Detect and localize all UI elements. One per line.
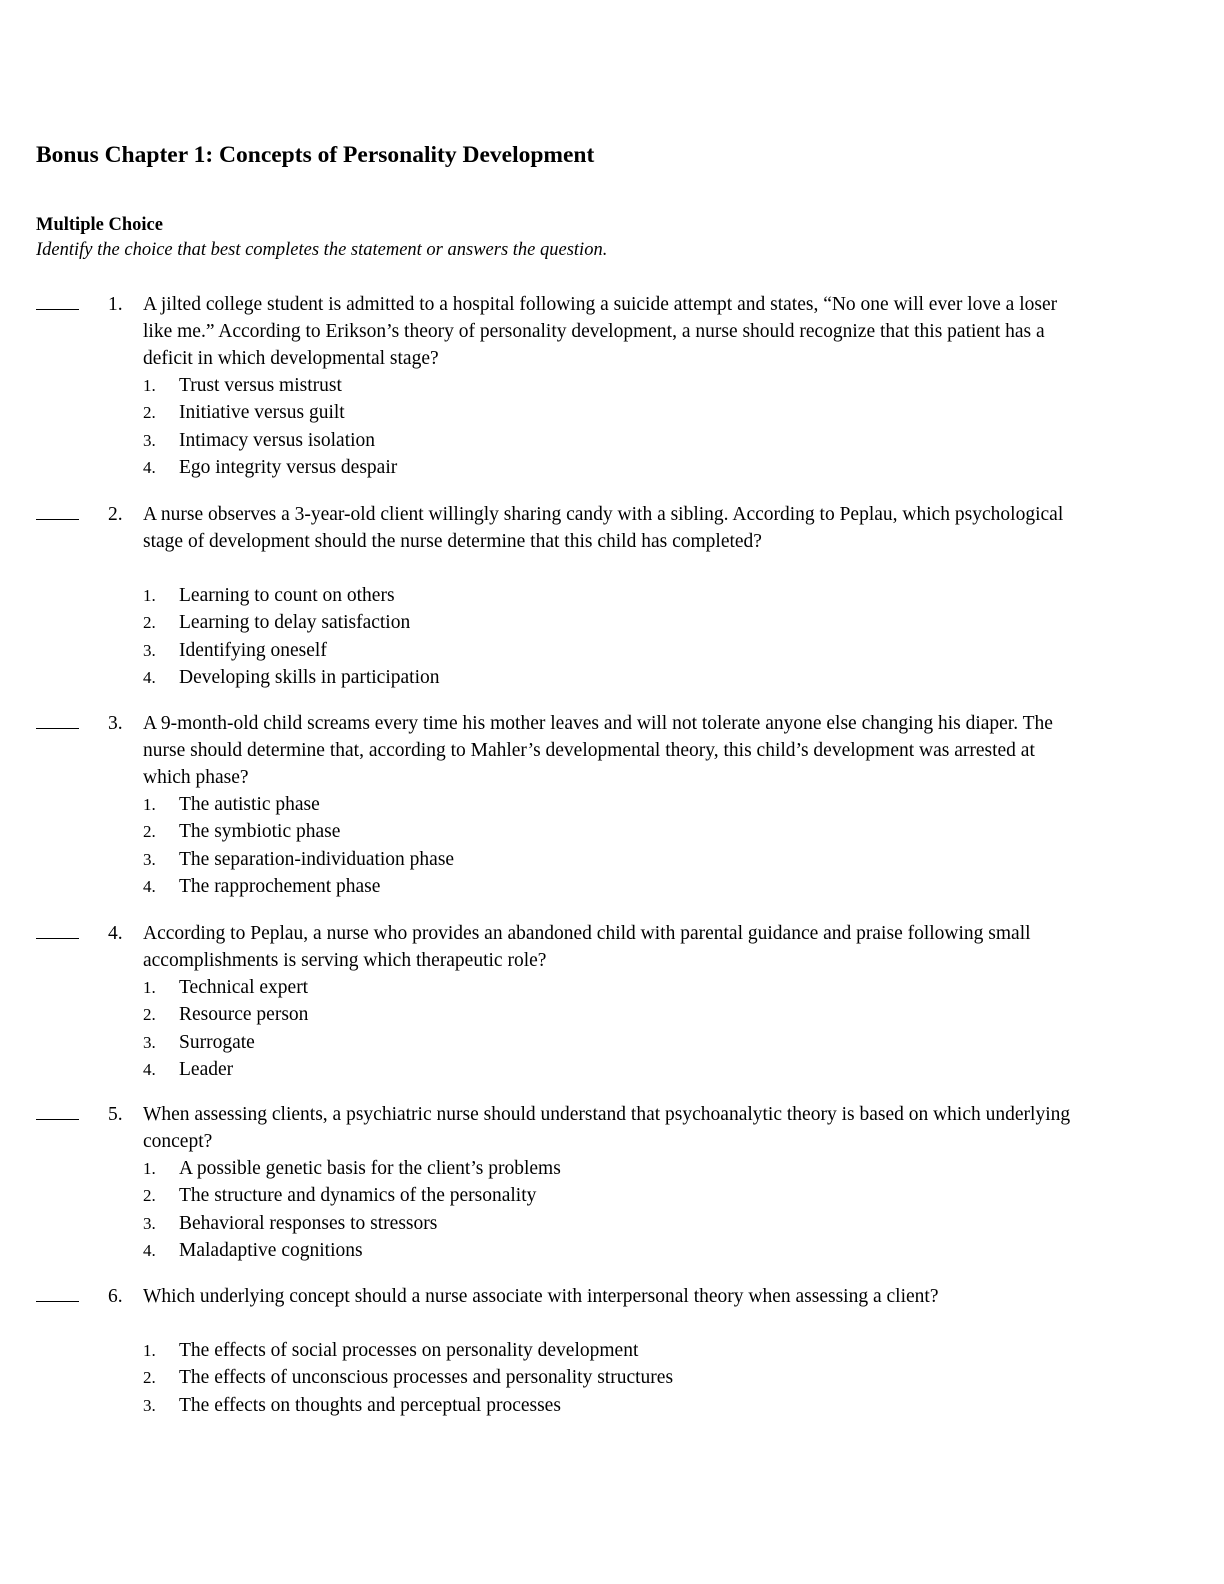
- answer-choice: [143, 1056, 1078, 1083]
- answer-choice: [143, 609, 1078, 636]
- question-stem: A 9-month-old child screams every time his mother leaves and will not tolerate anyone else changing his diaper. The nurse should determine that, according to Mahler’s developmental theory, this child’s development was arrested at which phase?: [143, 713, 1053, 788]
- answer-choice: [143, 974, 1078, 1001]
- answer-choice: [143, 454, 1078, 481]
- answer-blank: [36, 922, 79, 939]
- answer-blank: [36, 1285, 79, 1302]
- choice-text: Intimacy versus isolation: [179, 429, 376, 451]
- answer-choice: [143, 1364, 1078, 1391]
- choice-number: 2.: [143, 1005, 156, 1025]
- choice-number: 4.: [143, 667, 156, 687]
- choice-number: 1.: [143, 795, 156, 814]
- question-stem: A nurse observes a 3-year-old client willingly sharing candy with a sibling. According to Peplau, which psychological stage of development should the nurse determine that this child has completed?: [143, 504, 1064, 552]
- question-number: 6.: [108, 1286, 123, 1307]
- answer-choice: [143, 1210, 1078, 1237]
- choice-number: 3.: [143, 1032, 156, 1052]
- choice-text: Learning to delay satisfaction: [179, 612, 411, 634]
- choice-text: Developing skills in participation: [179, 666, 440, 688]
- choice-number: 2.: [143, 1186, 156, 1206]
- choice-text: Ego integrity versus despair: [179, 456, 398, 478]
- choice-list: [143, 372, 1078, 481]
- choice-list: [143, 1155, 1078, 1264]
- choice-number: 1.: [143, 586, 156, 605]
- question-number: 3.: [108, 713, 123, 734]
- choice-text: Maladaptive cognitions: [179, 1239, 363, 1261]
- choice-text: The structure and dynamics of the personality: [179, 1185, 537, 1207]
- choice-text: A possible genetic basis for the client’s problems: [179, 1158, 561, 1179]
- page-title: Bonus Chapter 1: Concepts of Personality Development: [36, 142, 595, 168]
- answer-choice: [143, 1182, 1078, 1209]
- choice-text: The autistic phase: [179, 794, 320, 815]
- choice-text: The symbiotic phase: [179, 821, 341, 843]
- section-instructions: Identify the choice that best completes the statement or answers the question.: [36, 240, 608, 260]
- choice-number: 3.: [143, 640, 156, 660]
- choice-number: 4.: [143, 457, 156, 477]
- choice-text: Initiative versus guilt: [179, 402, 345, 424]
- answer-choice: [143, 664, 1078, 691]
- answer-blank: [36, 503, 79, 520]
- choice-text: The effects of social processes on personality development: [179, 1340, 639, 1361]
- choice-number: 3.: [143, 430, 156, 450]
- choice-number: 1.: [143, 1159, 156, 1178]
- choice-number: 3.: [143, 849, 156, 869]
- choice-number: 3.: [143, 1395, 156, 1415]
- answer-choice: [143, 637, 1078, 664]
- answer-choice: [143, 372, 1078, 399]
- choice-number: 1.: [143, 978, 156, 997]
- answer-choice: [143, 1337, 1078, 1364]
- choice-list: [143, 1337, 1078, 1419]
- choice-number: 1.: [143, 376, 156, 395]
- answer-blank: [36, 293, 79, 310]
- choice-list: [143, 974, 1078, 1083]
- question-number: 1.: [108, 294, 123, 315]
- choice-text: Resource person: [179, 1004, 309, 1026]
- choice-text: Identifying oneself: [179, 639, 327, 661]
- choice-text: Leader: [179, 1058, 234, 1080]
- answer-choice: [143, 1029, 1078, 1056]
- answer-choice: [143, 1001, 1078, 1028]
- question-stem: According to Peplau, a nurse who provides an abandoned child with parental guidance and praise following small accomplishments is serving which therapeutic role?: [143, 923, 1031, 971]
- choice-number: 2.: [143, 1368, 156, 1388]
- answer-choice: [143, 791, 1078, 818]
- choice-list: [143, 582, 1078, 691]
- question-number: 4.: [108, 923, 123, 944]
- answer-choice: [143, 1155, 1078, 1182]
- choice-text: Trust versus mistrust: [179, 375, 342, 396]
- choice-list: [143, 791, 1078, 900]
- choice-text: Technical expert: [179, 977, 309, 998]
- answer-choice: [143, 873, 1078, 900]
- choice-text: The separation-individuation phase: [179, 848, 455, 870]
- question-stem: Which underlying concept should a nurse associate with interpersonal theory when assessing a client?: [143, 1286, 939, 1307]
- question-number: 2.: [108, 504, 123, 525]
- choice-number: 1.: [143, 1341, 156, 1360]
- answer-blank: [36, 712, 79, 729]
- choice-text: The rapprochement phase: [179, 875, 381, 897]
- answer-blank: [36, 1103, 79, 1120]
- section-heading: Multiple Choice: [36, 215, 163, 235]
- choice-text: The effects on thoughts and perceptual processes: [179, 1394, 561, 1416]
- choice-number: 4.: [143, 876, 156, 896]
- question-number: 5.: [108, 1104, 123, 1125]
- choice-text: Surrogate: [179, 1031, 255, 1053]
- answer-choice: [143, 582, 1078, 609]
- choice-number: 4.: [143, 1240, 156, 1260]
- choice-number: 4.: [143, 1059, 156, 1079]
- answer-choice: [143, 1392, 1078, 1419]
- choice-number: 2.: [143, 822, 156, 842]
- choice-text: Learning to count on others: [179, 585, 395, 606]
- choice-number: 3.: [143, 1213, 156, 1233]
- choice-number: 2.: [143, 403, 156, 423]
- choice-text: Behavioral responses to stressors: [179, 1212, 438, 1234]
- choice-number: 2.: [143, 613, 156, 633]
- question-stem: When assessing clients, a psychiatric nurse should understand that psychoanalytic theory is based on which underlying concept?: [143, 1104, 1071, 1152]
- question-stem: A jilted college student is admitted to a hospital following a suicide attempt and states, “No one will ever love a loser like me.” According to Erikson’s theory of personality development, a nurse should recognize that this patient has a deficit in which developmental stage?: [143, 294, 1058, 369]
- answer-choice: [143, 1237, 1078, 1264]
- answer-choice: [143, 846, 1078, 873]
- answer-choice: [143, 399, 1078, 426]
- choice-text: The effects of unconscious processes and personality structures: [179, 1367, 674, 1389]
- answer-choice: [143, 818, 1078, 845]
- answer-choice: [143, 427, 1078, 454]
